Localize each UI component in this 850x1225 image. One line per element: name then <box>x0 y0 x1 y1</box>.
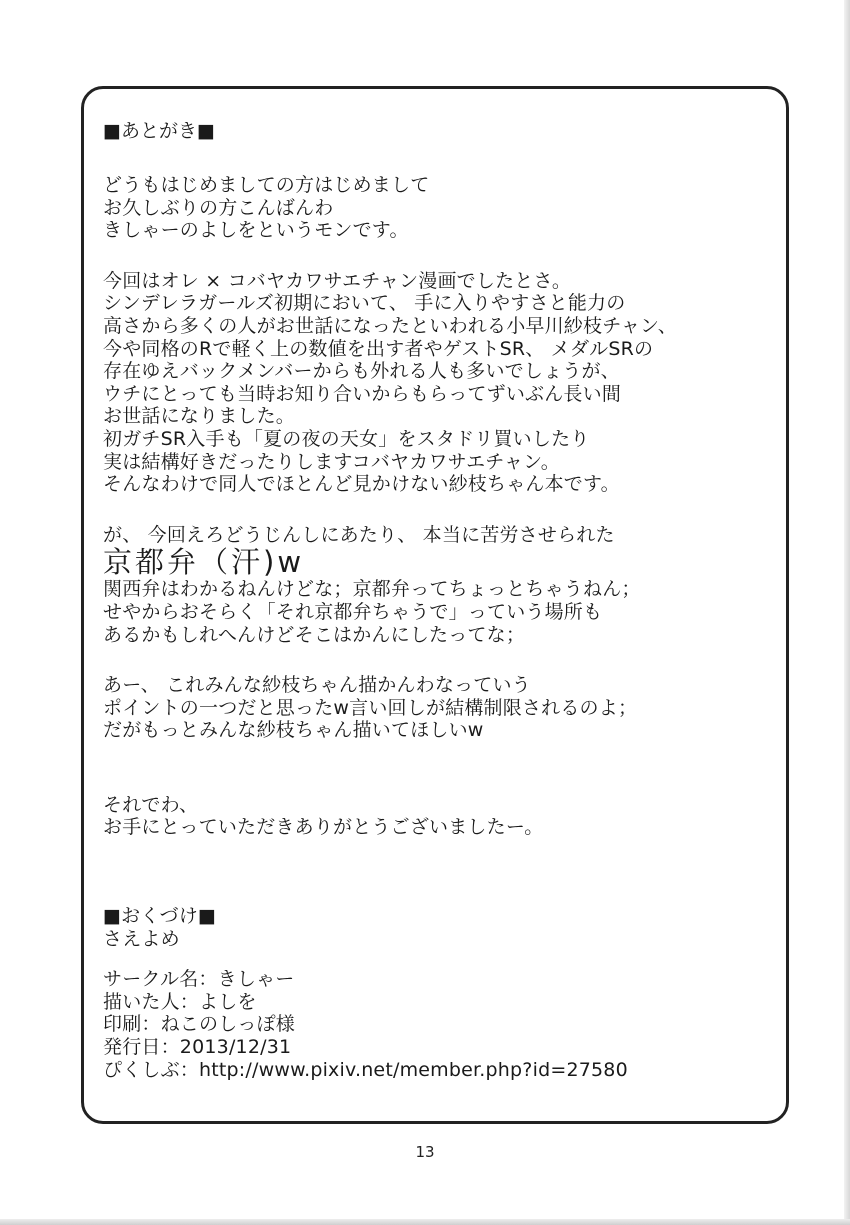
colophon-author: 描いた人：よしを <box>103 990 257 1013</box>
text-line: 実は結構好きだったりしますコバヤカワサエチャン。 <box>103 450 561 473</box>
text-line: それでわ、 <box>103 793 199 816</box>
afterword-content <box>103 118 773 1081</box>
scan-edge-bottom <box>0 1219 850 1225</box>
colophon <box>103 905 773 1081</box>
text-line: きしゃーのよしをというモンです。 <box>103 219 409 242</box>
colophon-date: 発行日：2013/12/31 <box>103 1036 292 1059</box>
text-line: 今回はオレ × コバヤカワサエチャン漫画でしたとさ。 <box>103 269 572 292</box>
text-line: せやからおそらく「それ京都弁ちゃうで」っていう場所も <box>103 600 603 623</box>
colophon-printer: 印刷：ねこのしっぽ様 <box>103 1013 296 1036</box>
text-line: 初ガチSR入手も「夏の夜の天女」をスタドリ買いしたり <box>103 427 590 450</box>
text-line: あー、 これみんな紗枝ちゃん描かんわなっていう <box>103 674 531 697</box>
text-line: ウチにとっても当時お知り合いからもらってずいぶん長い間 <box>103 382 622 405</box>
greeting-paragraph <box>103 174 773 242</box>
text-line: 存在ゆえバックメンバーからも外れる人も多いでしょうが、 <box>103 360 620 383</box>
text-line: 今や同格のRで軽く上の数値を出す者やゲストSR、 メダルSRの <box>103 337 654 360</box>
story-paragraph <box>103 270 773 496</box>
text-line: お世話になりました。 <box>103 405 296 428</box>
closing-paragraph <box>103 794 773 839</box>
page-number: 13 <box>415 1143 435 1161</box>
text-line: シンデレラガールズ初期において、 手に入りやすさと能力の <box>103 292 626 315</box>
point-paragraph <box>103 674 773 742</box>
afterword-heading: ■あとがき■ <box>103 120 215 142</box>
struggle-paragraph <box>103 524 773 646</box>
text-line: そんなわけで同人でほとんど見かけない紗枝ちゃん本です。 <box>103 473 620 496</box>
colophon-pixiv: ぴくしぶ：http://www.pixiv.net/member.php?id=27580 <box>103 1058 628 1081</box>
emphasis-line: 京都弁（汗)w <box>103 545 305 580</box>
colophon-circle: サークル名：きしゃー <box>103 968 295 991</box>
scan-edge-right <box>844 0 850 1225</box>
text-line: 関西弁はわかるねんけどな；京都弁ってちょっとちゃうねん； <box>103 578 641 601</box>
text-line: 高さから多くの人がお世話になったといわれる小早川紗枝チャン、 <box>103 314 677 337</box>
text-line: どうもはじめましての方はじめまして <box>103 174 430 196</box>
book-title: さえよめ <box>103 927 180 950</box>
text-line: お久しぶりの方こんばんわ <box>103 196 334 219</box>
text-line: お手にとっていただきありがとうございましたー。 <box>103 816 544 839</box>
text-line: が、 今回えろどうじんしにあたり、 本当に苦労させられた <box>103 523 615 546</box>
colophon-heading: ■おくづけ■ <box>103 905 217 928</box>
text-line: だがもっとみんな紗枝ちゃん描いてほしいw <box>103 719 484 742</box>
text-line: ポイントの一つだと思ったw言い回しが結構制限されるのよ； <box>103 696 638 719</box>
text-line: あるかもしれへんけどそこはかんにしたってな； <box>103 623 526 646</box>
